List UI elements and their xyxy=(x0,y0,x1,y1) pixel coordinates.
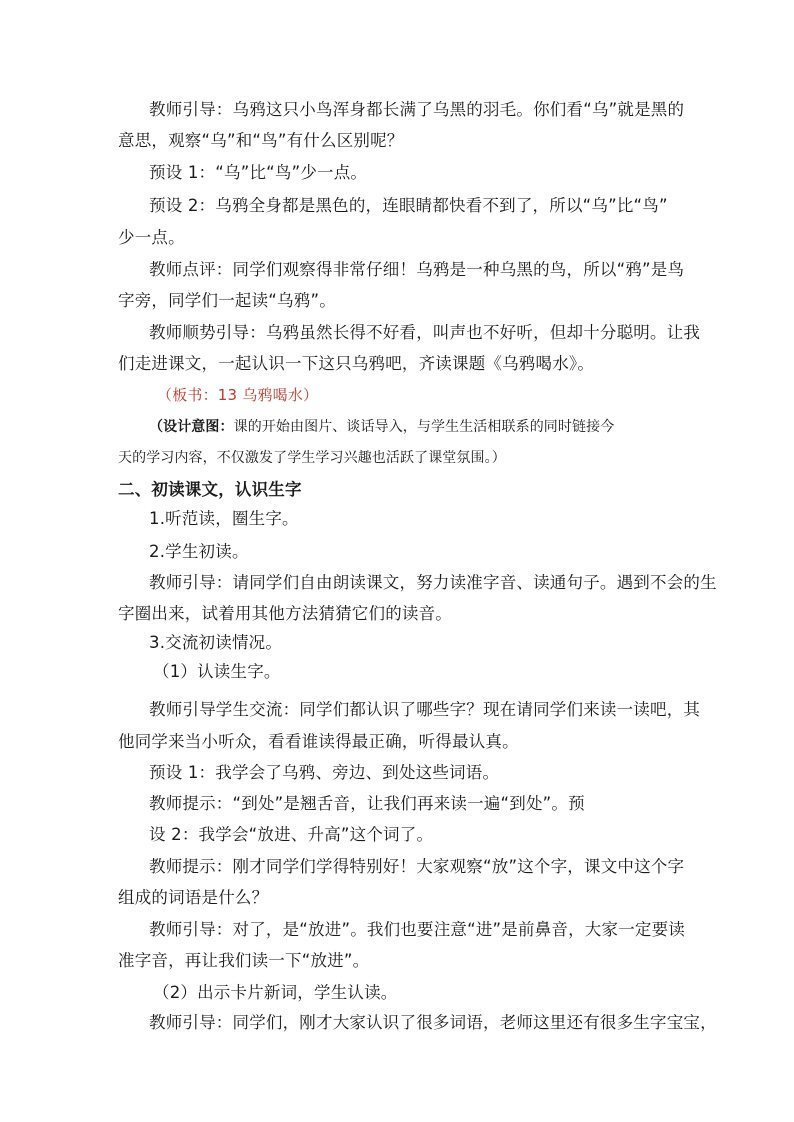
paragraph-line: （2）出示卡片新词，学生认读。 xyxy=(153,983,398,1002)
paragraph-line: 教师引导：同学们，刚才大家认识了很多词语，老师这里还有很多生字宝宝， xyxy=(149,1013,717,1032)
paragraph-line: 预设 2：乌鸦全身都是黑色的，连眼睛都快看不到了，所以“乌”比“鸟” xyxy=(149,196,668,215)
paragraph-line: （1）认读生字。 xyxy=(153,662,281,681)
paragraph-line: 2.学生初读。 xyxy=(149,542,249,561)
paragraph-line: 教师顺势引导：乌鸦虽然长得不好看，叫声也不好听，但却十分聪明。让我 xyxy=(149,323,701,342)
paragraph-line: 教师提示：“到处”是翘舌音，让我们再来读一遍“到处”。预 xyxy=(149,794,585,813)
paragraph-line: 教师引导：乌鸦这只小鸟浑身都长满了乌黑的羽毛。你们看“乌”就是黑的 xyxy=(149,100,685,119)
paragraph-line: 1.听范读，圈生字。 xyxy=(149,509,299,528)
paragraph-line: 们走进课文，一起认识一下这只乌鸦吧，齐读课题《乌鸦喝水》。 xyxy=(118,354,595,373)
paragraph-line: 字圈出来，试着用其他方法猜猜它们的读音。 xyxy=(118,604,452,623)
design-intent-line-2: 天的学习内容，不仅激发了学生学习兴趣也活跃了课堂氛围。） xyxy=(118,450,506,466)
paragraph-line: 他同学来当小听众，看看谁读得最正确，听得最认真。 xyxy=(118,732,519,751)
section-heading: 二、初读课文，认识生字 xyxy=(118,480,302,499)
paragraph-line: 组成的词语是什么？ xyxy=(118,888,269,907)
paragraph-line: 教师提示：刚才同学们学得特别好！大家观察“放”这个字，课文中这个字 xyxy=(149,857,685,876)
paragraph-line: 教师引导：对了，是“放进”。我们也要注意“进”是前鼻音，大家一定要读 xyxy=(149,920,685,939)
paragraph-line: 预设 1：我学会了乌鸦、旁边、到处这些词语。 xyxy=(149,763,500,782)
paragraph-line: 意思，观察“乌”和“鸟”有什么区别呢？ xyxy=(118,131,404,150)
design-intent-label: （设计意图： xyxy=(149,419,234,435)
design-intent-text: 课的开始由图片、谈话导入，与学生生活相联系的同时链接今 xyxy=(233,419,615,435)
paragraph-line: 教师引导学生交流：同学们都认识了哪些字？现在请同学们来读一读吧，其 xyxy=(149,700,701,719)
paragraph-line: 字旁，同学们一起读“乌鸦”。 xyxy=(118,291,336,310)
paragraph-line: 少一点。 xyxy=(118,228,185,247)
paragraph-line: 设 2：我学会“放进、升高”这个词了。 xyxy=(149,825,434,844)
paragraph-line: 预设 1：“乌”比“鸟”少一点。 xyxy=(149,163,368,182)
design-intent-line-1 xyxy=(149,416,614,438)
paragraph-line: 3.交流初读情况。 xyxy=(149,633,283,652)
paragraph-line: 准字音，再让我们读一下“放进”。 xyxy=(118,951,370,970)
board-note: （板书：13 乌鸦喝水） xyxy=(157,386,319,404)
paragraph-line: 教师点评：同学们观察得非常仔细！乌鸦是一种乌黑的鸟，所以“鸦”是鸟 xyxy=(149,260,685,279)
paragraph-line: 教师引导：请同学们自由朗读课文，努力读准字音、读通句子。遇到不会的生 xyxy=(149,573,717,592)
